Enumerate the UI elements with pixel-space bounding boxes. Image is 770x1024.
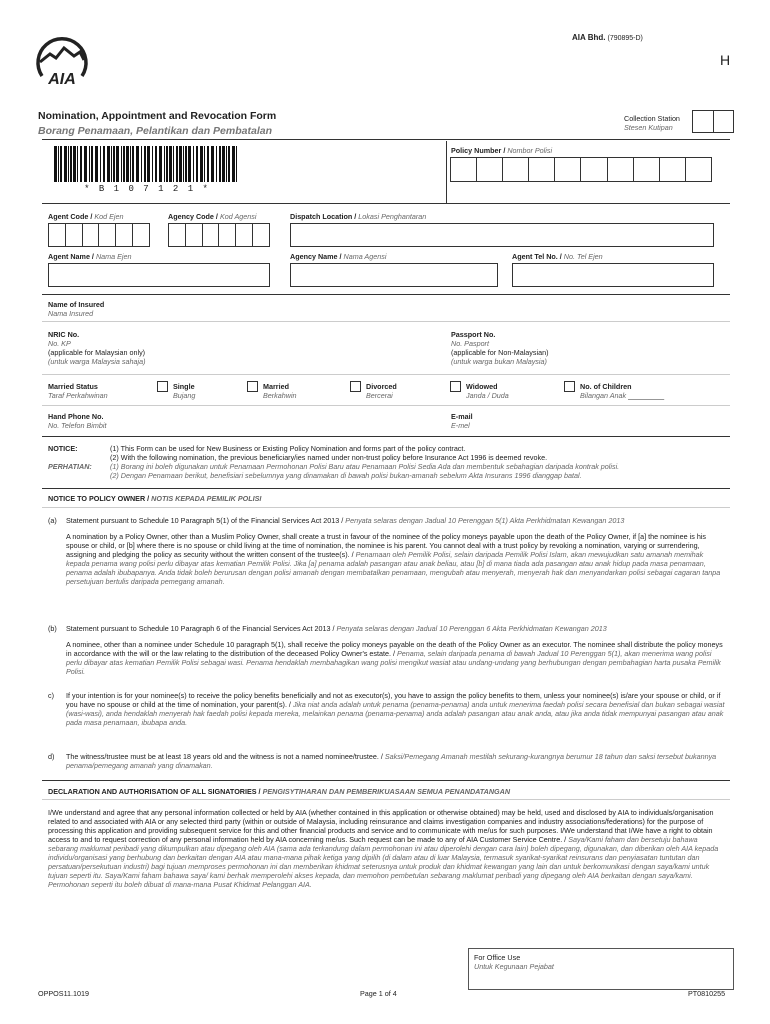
- notice-ms-1: (1) Borang ini boleh digunakan untuk Penamaan Permohonan Polisi Baru atau Penamaan Polisi Sedia Ada dan membentuk sebahagian daripada kontrak polisi.: [110, 462, 620, 471]
- agency-name-field[interactable]: [290, 263, 498, 287]
- divorced-option[interactable]: [350, 381, 361, 394]
- nric-note-ms: (untuk warga Malaysia sahaja): [48, 357, 146, 366]
- nric-ms: No. KP: [48, 339, 71, 348]
- po-a-label: (a): [48, 516, 57, 525]
- email-en: E-mail: [451, 412, 473, 421]
- email-label: [451, 412, 473, 430]
- divorced-label: [366, 382, 397, 400]
- married-en: Married: [263, 382, 289, 391]
- company-line: [572, 33, 643, 44]
- agency-code-label: [168, 212, 256, 221]
- policy-number-field[interactable]: [450, 157, 712, 182]
- collection-station-cell[interactable]: [713, 110, 735, 133]
- agent-tel-field[interactable]: [512, 263, 714, 287]
- po-a-title-ms: Penyata selaras dengan Jadual 10 Perenggan 5(1) Akta Perkhidmatan Kewangan 2013: [345, 516, 625, 525]
- agency-code-cell[interactable]: [235, 223, 253, 247]
- divorced-checkbox[interactable]: [350, 381, 361, 392]
- aia-logo-mark-icon: [34, 32, 90, 88]
- form-title-ms: Borang Penamaan, Pelantikan dan Pembatalan: [38, 125, 272, 138]
- company-name: AIA Bhd.: [572, 33, 606, 42]
- children-en: No. of Children: [580, 382, 632, 391]
- barcode-bars-icon: [54, 146, 240, 182]
- notice-en-2: (2) With the following nomination, the previous beneficiary/ies named under non-trust policy before Insurance Act 1996 is deemed revoke.: [110, 453, 548, 462]
- collection-station-cell[interactable]: [692, 110, 714, 133]
- agent-code-cell[interactable]: [48, 223, 66, 247]
- declaration-body-ms: Saya/Kami faham dan bersetuju bahawa sebarang maklumat peribadi yang dikumpulkan atau dipegang oleh AIA (sama ada terkandung dalam permohonan ini atau diperolehi dengan cara lain) boleh dipegang, digunakan, dan diberikan oleh AIA kepada individu/organisasi yang berhubung dan berkaitan dengan AIA atau mana-mana pihak ketiga yang dipilih (di dalam atau di luar Malaysia, termasuk syarikat-syarikat reinsurans dan penyiasatan tuntutan dan persatuan/persekutuan industri) bagi tujuan memproses permohonan ini dan memberikan khidmat seterusnya untuk produk dan khidmat kewangan yang lain dan untuk berkomunikasi dengan saya/kami untuk tujuan seperti itu. Saya/Kami faham bahawa saya/ kami berhak memperolehi akses kepada, dan memohon pembetulan sebarang maklumat peribadi yang dipegang oleh AIA berkaitan dengan saya/kami. Permohonan seperti itu boleh dibuat di mana-mana Pusat Khidmat Pelanggan AIA.: [48, 835, 719, 889]
- declaration-body: [48, 808, 728, 889]
- agent-name-field[interactable]: [48, 263, 270, 287]
- policy-number-cell[interactable]: [476, 157, 503, 182]
- widowed-option[interactable]: [450, 381, 461, 394]
- single-label: [173, 382, 195, 400]
- po-a-title-en: Statement pursuant to Schedule 10 Paragraph 5(1) of the Financial Services Act 2013 /: [66, 516, 344, 525]
- collection-station-en: Collection Station: [624, 114, 680, 123]
- passport-note-en: (applicable for Non-Malaysian): [451, 348, 549, 357]
- divorced-ms: Bercerai: [366, 391, 393, 400]
- declaration-heading-en: DECLARATION AND AUTHORISATION OF ALL SIGNATORIES /: [48, 787, 261, 796]
- widowed-checkbox[interactable]: [450, 381, 461, 392]
- policy-number-cell[interactable]: [580, 157, 607, 182]
- married-status-en: Married Status: [48, 382, 98, 391]
- nric-label: [48, 330, 145, 366]
- agency-code-ms: Kod Agensi: [219, 212, 257, 221]
- agent-tel-en: Agent Tel No. /: [512, 252, 562, 261]
- passport-en: Passport No.: [451, 330, 496, 339]
- passport-note-ms: (untuk warga bukan Malaysia): [451, 357, 547, 366]
- office-use-ms: Untuk Kegunaan Pejabat: [474, 962, 554, 971]
- declaration-body-en: I/We understand and agree that any personal information collected or held by AIA (whether contained in this application or otherwise obtained) may be held, used and disclosed by AIA to individuals/organisation related to and associated with AIA or any selected third party (within or outside of Malaysia, including reinsurance and claims investigation companies and industry associations/federations) for the purpose of processing this application and providing subsequent service for this and other financial products and service and to communicate with me/us for such purposes. I/We understand that I/We have a right to obtain access to and to request correction of any personal information held by AIA concerning me/us. Such request can be made to any of AIA Customer Service Centre. /: [48, 808, 714, 844]
- agent-code-cell[interactable]: [82, 223, 100, 247]
- po-a-body-ms: Penamaan oleh Pemilik Polisi, selain daripada Pemilik Polisi Islam, akan mewujudkan satu amanah memihak kepada penama wang polisi perlu dibayar atas kematian Pemilik Polisi. Jika [a] penama adalah pasangan atau anak beliau, atau [b] di mana tiada ada pasangan atau anak hidup pada masa penamaan, penama adalah ibubapanya. Anda tidak boleh berurusan dengan polisi amanah dengan membatalkan penamaan, mengubah atau menyerah, menyerah hak dan menyandarkan polisi sebagai cagaran tanpa persetujuan bertulis daripada pemegang amanah.: [66, 550, 721, 586]
- po-b-title-en: Statement pursuant to Schedule 10 Paragraph 6 of the Financial Services Act 2013 /: [66, 624, 335, 633]
- collection-station-ms: Stesen Kutipan: [624, 123, 673, 132]
- children-option[interactable]: [564, 381, 575, 394]
- agent-code-cell[interactable]: [132, 223, 150, 247]
- children-count-blank[interactable]: _________: [628, 391, 665, 400]
- dispatch-location-label: [290, 212, 426, 221]
- po-d-label: d): [48, 752, 55, 761]
- married-checkbox[interactable]: [247, 381, 258, 392]
- declaration-heading-ms: PENGISYTIHARAN DAN PEMBERIKUASAAN SEMUA PENANDATANGAN: [262, 787, 511, 796]
- po-item-b: [48, 624, 728, 676]
- policy-number-en: Policy Number /: [451, 146, 506, 155]
- policy-number-label: [451, 146, 552, 155]
- married-status-ms: Taraf Perkahwinan: [48, 391, 108, 400]
- agency-code-cell[interactable]: [168, 223, 186, 247]
- po-item-d: [48, 752, 728, 770]
- po-b-label: (b): [48, 624, 57, 633]
- notice-ms-2: (2) Dengan Penamaan berikut, benefisiari sebelumnya yang dinamakan di bawah polisi bukan-amanah sebelum Akta Insurans 1996 dianggap batal.: [110, 471, 582, 480]
- nric-note-en: (applicable for Malaysian only): [48, 348, 146, 357]
- agency-code-field[interactable]: [168, 223, 270, 247]
- phone-ms: No. Telefon Bimbit: [48, 421, 107, 430]
- agency-code-cell[interactable]: [185, 223, 203, 247]
- notice-en-1: (1) This Form can be used for New Business or Existing Policy Nomination and forms part of the policy contract.: [110, 444, 466, 453]
- policy-number-cell[interactable]: [554, 157, 581, 182]
- policy-number-cell[interactable]: [502, 157, 529, 182]
- insured-name-label: [48, 300, 104, 318]
- agency-code-cell[interactable]: [202, 223, 220, 247]
- agent-code-field[interactable]: [48, 223, 150, 247]
- nric-en: NRIC No.: [48, 330, 80, 339]
- children-checkbox[interactable]: [564, 381, 575, 392]
- po-a-body-en: A nomination by a Policy Owner, other than a Muslim Policy Owner, shall create a trust in favour of the nominee of the policy moneys payable upon the death of the Policy Owner, if [a] the nominee is his spouse or child, or [b] where there is no spouse or child living at the time of nomination, the nominee is his parent. You cannot deal with a trust policy by revoking a nomination, varying or surrendering, assigning and pledging the policy as security without the written consent of the trustee(s). /: [66, 532, 707, 559]
- policy-number-cell[interactable]: [528, 157, 555, 182]
- po-heading-ms: NOTIS KEPADA PEMILIK POLISI: [151, 494, 262, 503]
- passport-label: [451, 330, 548, 366]
- footer-form-code: OPPOS11.1019: [38, 989, 90, 998]
- dispatch-location-field[interactable]: [290, 223, 714, 247]
- agent-code-cell[interactable]: [98, 223, 116, 247]
- agent-code-ms: Kod Ejen: [94, 212, 124, 221]
- policy-number-ms: Nombor Polisi: [507, 146, 553, 155]
- po-b-body-en: A nominee, other than a nominee under Schedule 10 paragraph 5(1), shall receive the policy moneys payable on the death of the Policy Owner as an executor. The nominee shall distribute the policy moneys in accordance with the will or the law relating to the distribution of the deceased Policy Owner's estate. /: [66, 640, 723, 658]
- barcode-text: * B 1 0 7 1 2 1 *: [84, 184, 210, 194]
- single-option[interactable]: [157, 381, 168, 394]
- agent-code-cell[interactable]: [65, 223, 83, 247]
- agent-code-en: Agent Code /: [48, 212, 93, 221]
- aia-logo: [34, 32, 90, 88]
- agency-name-ms: Nama Agensi: [343, 252, 387, 261]
- agency-code-cell[interactable]: [252, 223, 270, 247]
- po-b-body-ms: Penama, selain daripada penama di bawah Jadual 10 Perenggan 5(1), akan menerima wang polisi perlu dibayar atas kematian Pemilik Polisi sebagai wasi. Penama hendaklah membahagikan wang polisi mengikut wasiat atau undang-undang yang berhubungan dengan pembahagian harta pusaka Pemilik Polisi.: [66, 649, 721, 676]
- policy-number-cell[interactable]: [607, 157, 634, 182]
- collection-station-boxes[interactable]: [692, 110, 734, 133]
- widowed-label: [466, 382, 509, 400]
- policy-number-cell[interactable]: [659, 157, 686, 182]
- children-label: [580, 382, 664, 400]
- dispatch-location-ms: Lokasi Penghantaran: [358, 212, 427, 221]
- agent-name-label: [48, 252, 132, 261]
- form-title: [38, 110, 276, 138]
- declaration-heading: [48, 787, 510, 796]
- footer-doc-code: PT0810255: [688, 989, 726, 998]
- office-use-en: For Office Use: [474, 953, 521, 962]
- single-ms: Bujang: [173, 391, 196, 400]
- divorced-en: Divorced: [366, 382, 397, 391]
- dispatch-location-en: Dispatch Location /: [290, 212, 357, 221]
- agent-name-ms: Nama Ejen: [95, 252, 132, 261]
- agent-name-en: Agent Name /: [48, 252, 94, 261]
- agent-code-label: [48, 212, 124, 221]
- po-d-body-en: The witness/trustee must be at least 18 years old and the witness is not a named nominee/trustee. /: [66, 752, 383, 761]
- agency-name-label: [290, 252, 386, 261]
- insured-name-en: Name of Insured: [48, 300, 105, 309]
- po-c-body-ms: Jika niat anda adalah untuk penama (penama-penama) anda untuk menerima faedah polisi secara benefisial dan bukan sebagai wasiat (wasi-wasi), anda hendaklah menyerah hak faedah polisi kepada mereka, melainkan penama (penama-penama) anda adalah pasangan atau anak anda, atau jika anda tidak mempunyai pasangan atau anak pada masa penamaan, ibubapa anda.: [66, 700, 725, 727]
- po-item-a: [48, 516, 728, 586]
- policy-number-cell[interactable]: [450, 157, 477, 182]
- agency-name-en: Agency Name /: [290, 252, 342, 261]
- policy-number-cell[interactable]: [685, 157, 712, 182]
- office-use-box: [468, 948, 734, 990]
- phone-label: [48, 412, 106, 430]
- po-d-body-ms: Saksi/Pemegang Amanah mestilah sekurang-kurangnya berumur 18 tahun dan saksi tersebut bukannya penama/pemegang amanah yang dinamakan.: [66, 752, 717, 770]
- passport-ms: No. Pasport: [451, 339, 489, 348]
- footer-page-number: Page 1 of 4: [360, 989, 397, 998]
- po-c-body-en: If your intention is for your nominee(s) to receive the policy benefits beneficially and not as executor(s), you have to assign the policy benefits to them, unless your nominee(s) is/are your spouse or child, or if you have no spouse or child at the time of nomination, your parent(s). /: [66, 691, 721, 709]
- single-en: Single: [173, 382, 195, 391]
- company-reg-no: (790895-D): [607, 35, 643, 42]
- agent-code-cell[interactable]: [115, 223, 133, 247]
- form-code-letter: H: [720, 52, 731, 68]
- policy-owner-notice-heading: [48, 494, 261, 503]
- po-heading-en: NOTICE TO POLICY OWNER /: [48, 494, 150, 503]
- married-status-label: [48, 382, 108, 400]
- aia-logo-text: AIA: [48, 71, 76, 88]
- notice-block: [48, 444, 728, 480]
- married-ms: Berkahwin: [263, 391, 297, 400]
- single-checkbox[interactable]: [157, 381, 168, 392]
- agency-code-cell[interactable]: [218, 223, 236, 247]
- email-ms: E-mel: [451, 421, 470, 430]
- phone-en: Hand Phone No.: [48, 412, 104, 421]
- widowed-ms: Janda / Duda: [466, 391, 509, 400]
- agent-tel-ms: No. Tel Ejen: [563, 252, 603, 261]
- collection-station-label: [624, 114, 680, 132]
- insured-name-ms: Nama Insured: [48, 309, 94, 318]
- policy-number-cell[interactable]: [633, 157, 660, 182]
- married-label: [263, 382, 297, 400]
- notice-label-en: NOTICE:: [48, 444, 78, 453]
- widowed-en: Widowed: [466, 382, 498, 391]
- form-title-en: Nomination, Appointment and Revocation Form: [38, 110, 277, 122]
- agent-tel-label: [512, 252, 603, 261]
- agency-code-en: Agency Code /: [168, 212, 218, 221]
- po-b-title-ms: Penyata selaras dengan Jadual 10 Perenggan 6 Akta Perkhidmatan Kewangan 2013: [336, 624, 607, 633]
- children-ms: Bilangan Anak: [580, 391, 627, 400]
- po-c-label: c): [48, 691, 54, 700]
- po-item-c: [48, 691, 728, 727]
- notice-label-ms: PERHATIAN:: [48, 462, 92, 471]
- married-option[interactable]: [247, 381, 258, 394]
- barcode: [54, 146, 240, 182]
